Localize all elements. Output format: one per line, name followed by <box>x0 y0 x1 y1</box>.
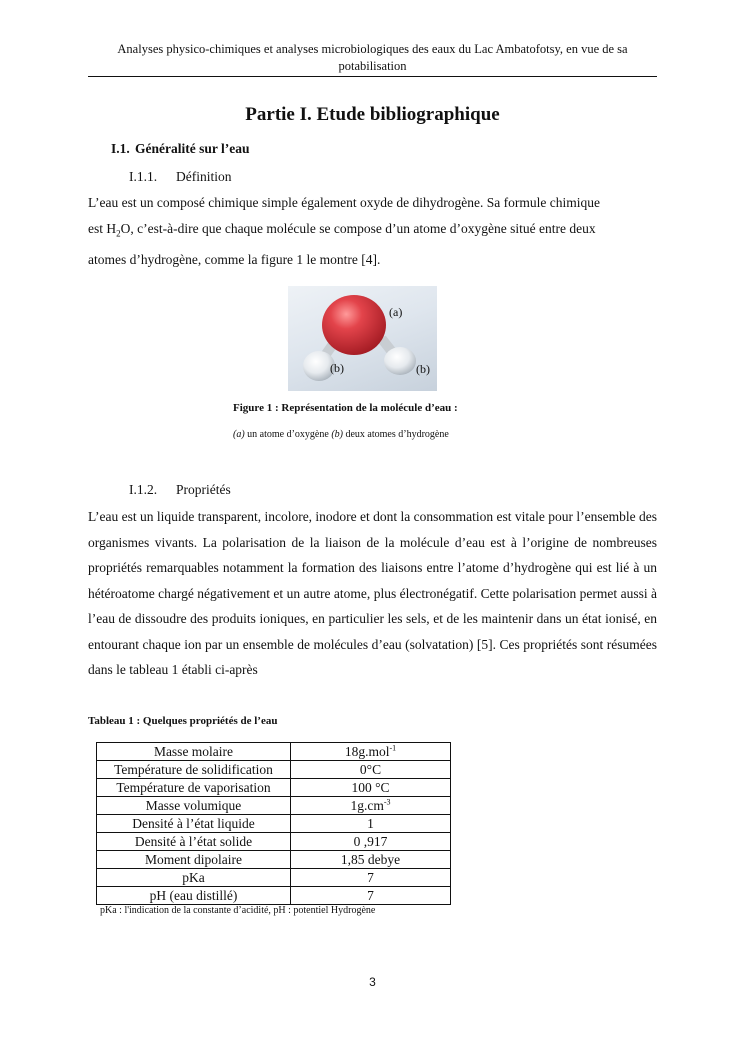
property-name-cell: Densité à l’état solide <box>97 833 291 851</box>
subsection-heading-properties <box>129 482 231 498</box>
table-row <box>97 851 451 869</box>
table-row <box>97 743 451 761</box>
subsection-number: I.1.2. <box>129 482 158 497</box>
figure-label-a: (a) <box>389 305 403 319</box>
running-header: Analyses physico-chimiques et analyses microbiologiques des eaux du Lac Ambatofotsy, en vue de sa potabilisation <box>117 42 628 73</box>
subsection-title: Définition <box>176 169 232 184</box>
property-name-cell: Moment dipolaire <box>97 851 291 869</box>
header-rule <box>88 76 657 77</box>
page-number: 3 <box>369 975 376 989</box>
table-row <box>97 833 451 851</box>
property-value-cell: 1,85 debye <box>291 851 451 869</box>
part-title: Partie I. Etude bibliographique <box>245 104 500 125</box>
table-row <box>97 887 451 905</box>
water-molecule-icon <box>288 286 437 391</box>
property-name-cell: Densité à l’état liquide <box>97 815 291 833</box>
figure-caption-description: (a) un atome d’oxygène (b) deux atomes d’hydrogène <box>233 429 449 440</box>
figure-label-b-2: (b) <box>416 362 430 376</box>
figure-label-b-1: (b) <box>330 361 344 375</box>
definition-line-1: L’eau est un composé chimique simple également oxyde de dihydrogène. Sa formule chimique <box>88 195 600 210</box>
property-value-cell: 100 °C <box>291 779 451 797</box>
property-value-cell: 0°C <box>291 761 451 779</box>
property-value-cell: 7 <box>291 887 451 905</box>
table-row <box>97 797 451 815</box>
subsection-heading-definition <box>129 169 232 185</box>
table-caption: Tableau 1 : Quelques propriétés de l’eau <box>88 715 278 727</box>
property-value-cell: 0 ,917 <box>291 833 451 851</box>
table-row <box>97 815 451 833</box>
property-name-cell: Masse molaire <box>97 743 291 761</box>
table-row <box>97 761 451 779</box>
property-value-cell: 1 <box>291 815 451 833</box>
figure-caption-title: Figure 1 : Représentation de la molécule d’eau : <box>233 402 458 414</box>
definition-line-3: atomes d’hydrogène, comme la figure 1 le montre [4]. <box>88 251 381 267</box>
section-title: Généralité sur l’eau <box>135 141 250 156</box>
table-note: pKa : l'indication de la constante d’acidité, pH : potentiel Hydrogène <box>100 905 376 916</box>
property-value-cell: 18g.mol$^{-1}$ <box>291 743 451 761</box>
subsection-number: I.1.1. <box>129 169 158 184</box>
water-molecule-figure <box>288 286 437 391</box>
table-row <box>97 869 451 887</box>
property-name-cell: Température de solidification <box>97 761 291 779</box>
property-value-cell: 7 <box>291 869 451 887</box>
property-name-cell: pH (eau distillé) <box>97 887 291 905</box>
property-value-cell: $1g.cm^{-3}$ <box>291 797 451 815</box>
property-name-cell: Masse volumique <box>97 797 291 815</box>
property-name-cell: pKa <box>97 869 291 887</box>
properties-paragraph: L’eau est un liquide transparent, incolore, inodore et dont la consommation est vitale pour l’ensemble des organismes vivants. La polarisation de la liaison de la molécule d’eau est à l’origine de nombreuses propriétés remarquables notamment la formation des liaisons entre l’atome d’hydrogène qui est lié à un hétéroatome chargé négativement et un autre atome, plus électronégatif. Cette polarisation permet aussi à l’eau de dissoudre des produits ioniques, en particulier les sels, et de les maintenir dans un état ionisé, en entourant chaque ion par un ensemble de molécules d’eau (solvatation) [5]. Ces propriétés sont résumées dans le tableau 1 établi ci-après <box>88 509 657 677</box>
section-number: I.1. <box>111 141 130 156</box>
definition-line-2: est $H_2O$, c’est-à-dire que chaque molécule se compose d’un atome d’oxygène situé entre deux <box>88 220 596 239</box>
property-name-cell: Température de vaporisation <box>97 779 291 797</box>
properties-table <box>96 742 451 905</box>
definition-paragraph <box>88 190 657 272</box>
subsection-title: Propriétés <box>176 482 231 497</box>
section-heading <box>111 141 249 157</box>
table-row <box>97 779 451 797</box>
